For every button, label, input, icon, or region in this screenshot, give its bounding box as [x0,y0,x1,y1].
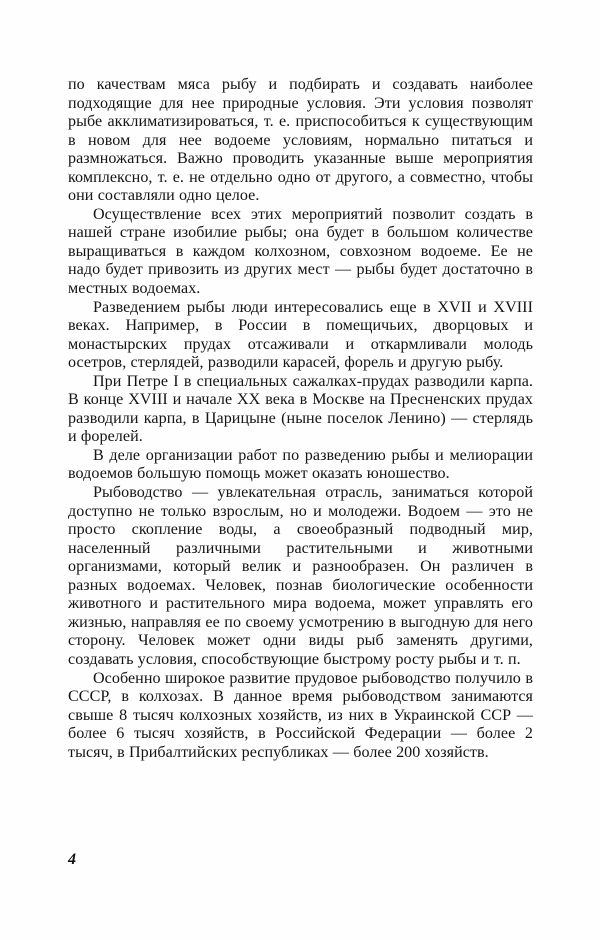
paragraph: Разведением рыбы люди интересовались еще в XVII и XVIII веках. Например, в России в помещичьих, дворцовых и монастырских прудах отсаживали и откармливали молодь осетров, стерлядей, разводили карасей, форель и другую рыбу. [68,298,533,372]
paragraph: В деле организации работ по разведению рыбы и мелиорации водоемов большую помощь может оказать юношество. [68,446,533,483]
paragraph: Рыбоводство — увлекательная отрасль, заниматься которой доступно не только взрослым, но и молодежи. Водоем — это не просто скопление воды, а своеобразный подводный мир, населенный различными растительными и животными организмами, который велик и разнообразен. Он различен в разных водоемах. Человек, познав биологические особенности животного и растительного мира водоема, может управлять его жизнью, направляя ее по своему усмотрению в выгодную для него сторону. Человек может одни виды рыб заменять другими, создавать условия, способствующие быстрому росту рыбы и т. п. [68,484,533,668]
paragraph: Осуществление всех этих мероприятий позволит создать в нашей стране изобилие рыбы; она будет в большом количестве выращиваться в каждом колхозном, совхозном водоеме. Ее не надо будет привозить из других мест — рыбы будет достаточно в местных водоемах. [68,205,533,298]
page-number: 4 [68,851,76,868]
paragraph: по качествам мяса рыбу и подбирать и создавать наиболее подходящие для нее природные условия. Эти условия позволят рыбе акклиматизироваться, т. е. приспособиться к существующим в новом для нее водоеме условиям, нормально питаться и размножаться. Важно проводить указанные выше мероприятия комплексно, т. е. не отдельно одно от другого, а совместно, чтобы они составляли одно целое. [68,76,533,205]
paragraph: Особенно широкое развитие прудовое рыбоводство получило в СССР, в колхозах. В данное время рыбоводством занимаются свыше 8 тысяч колхозных хозяйств, из них в Украинской ССР — более 6 тысяч хозяйств, в Российской Федерации — более 2 тысяч, в Прибалтийских республиках — более 200 хозяйств. [68,669,533,761]
paragraph: При Петре I в специальных сажалках-прудах разводили карпа. В конце XVIII и начале XX века в Москве на Пресненских прудах разводили карпа, в Царицыне (ныне поселок Ленино) — стерлядь и форелей. [68,372,533,446]
body-text-block [68,76,533,762]
